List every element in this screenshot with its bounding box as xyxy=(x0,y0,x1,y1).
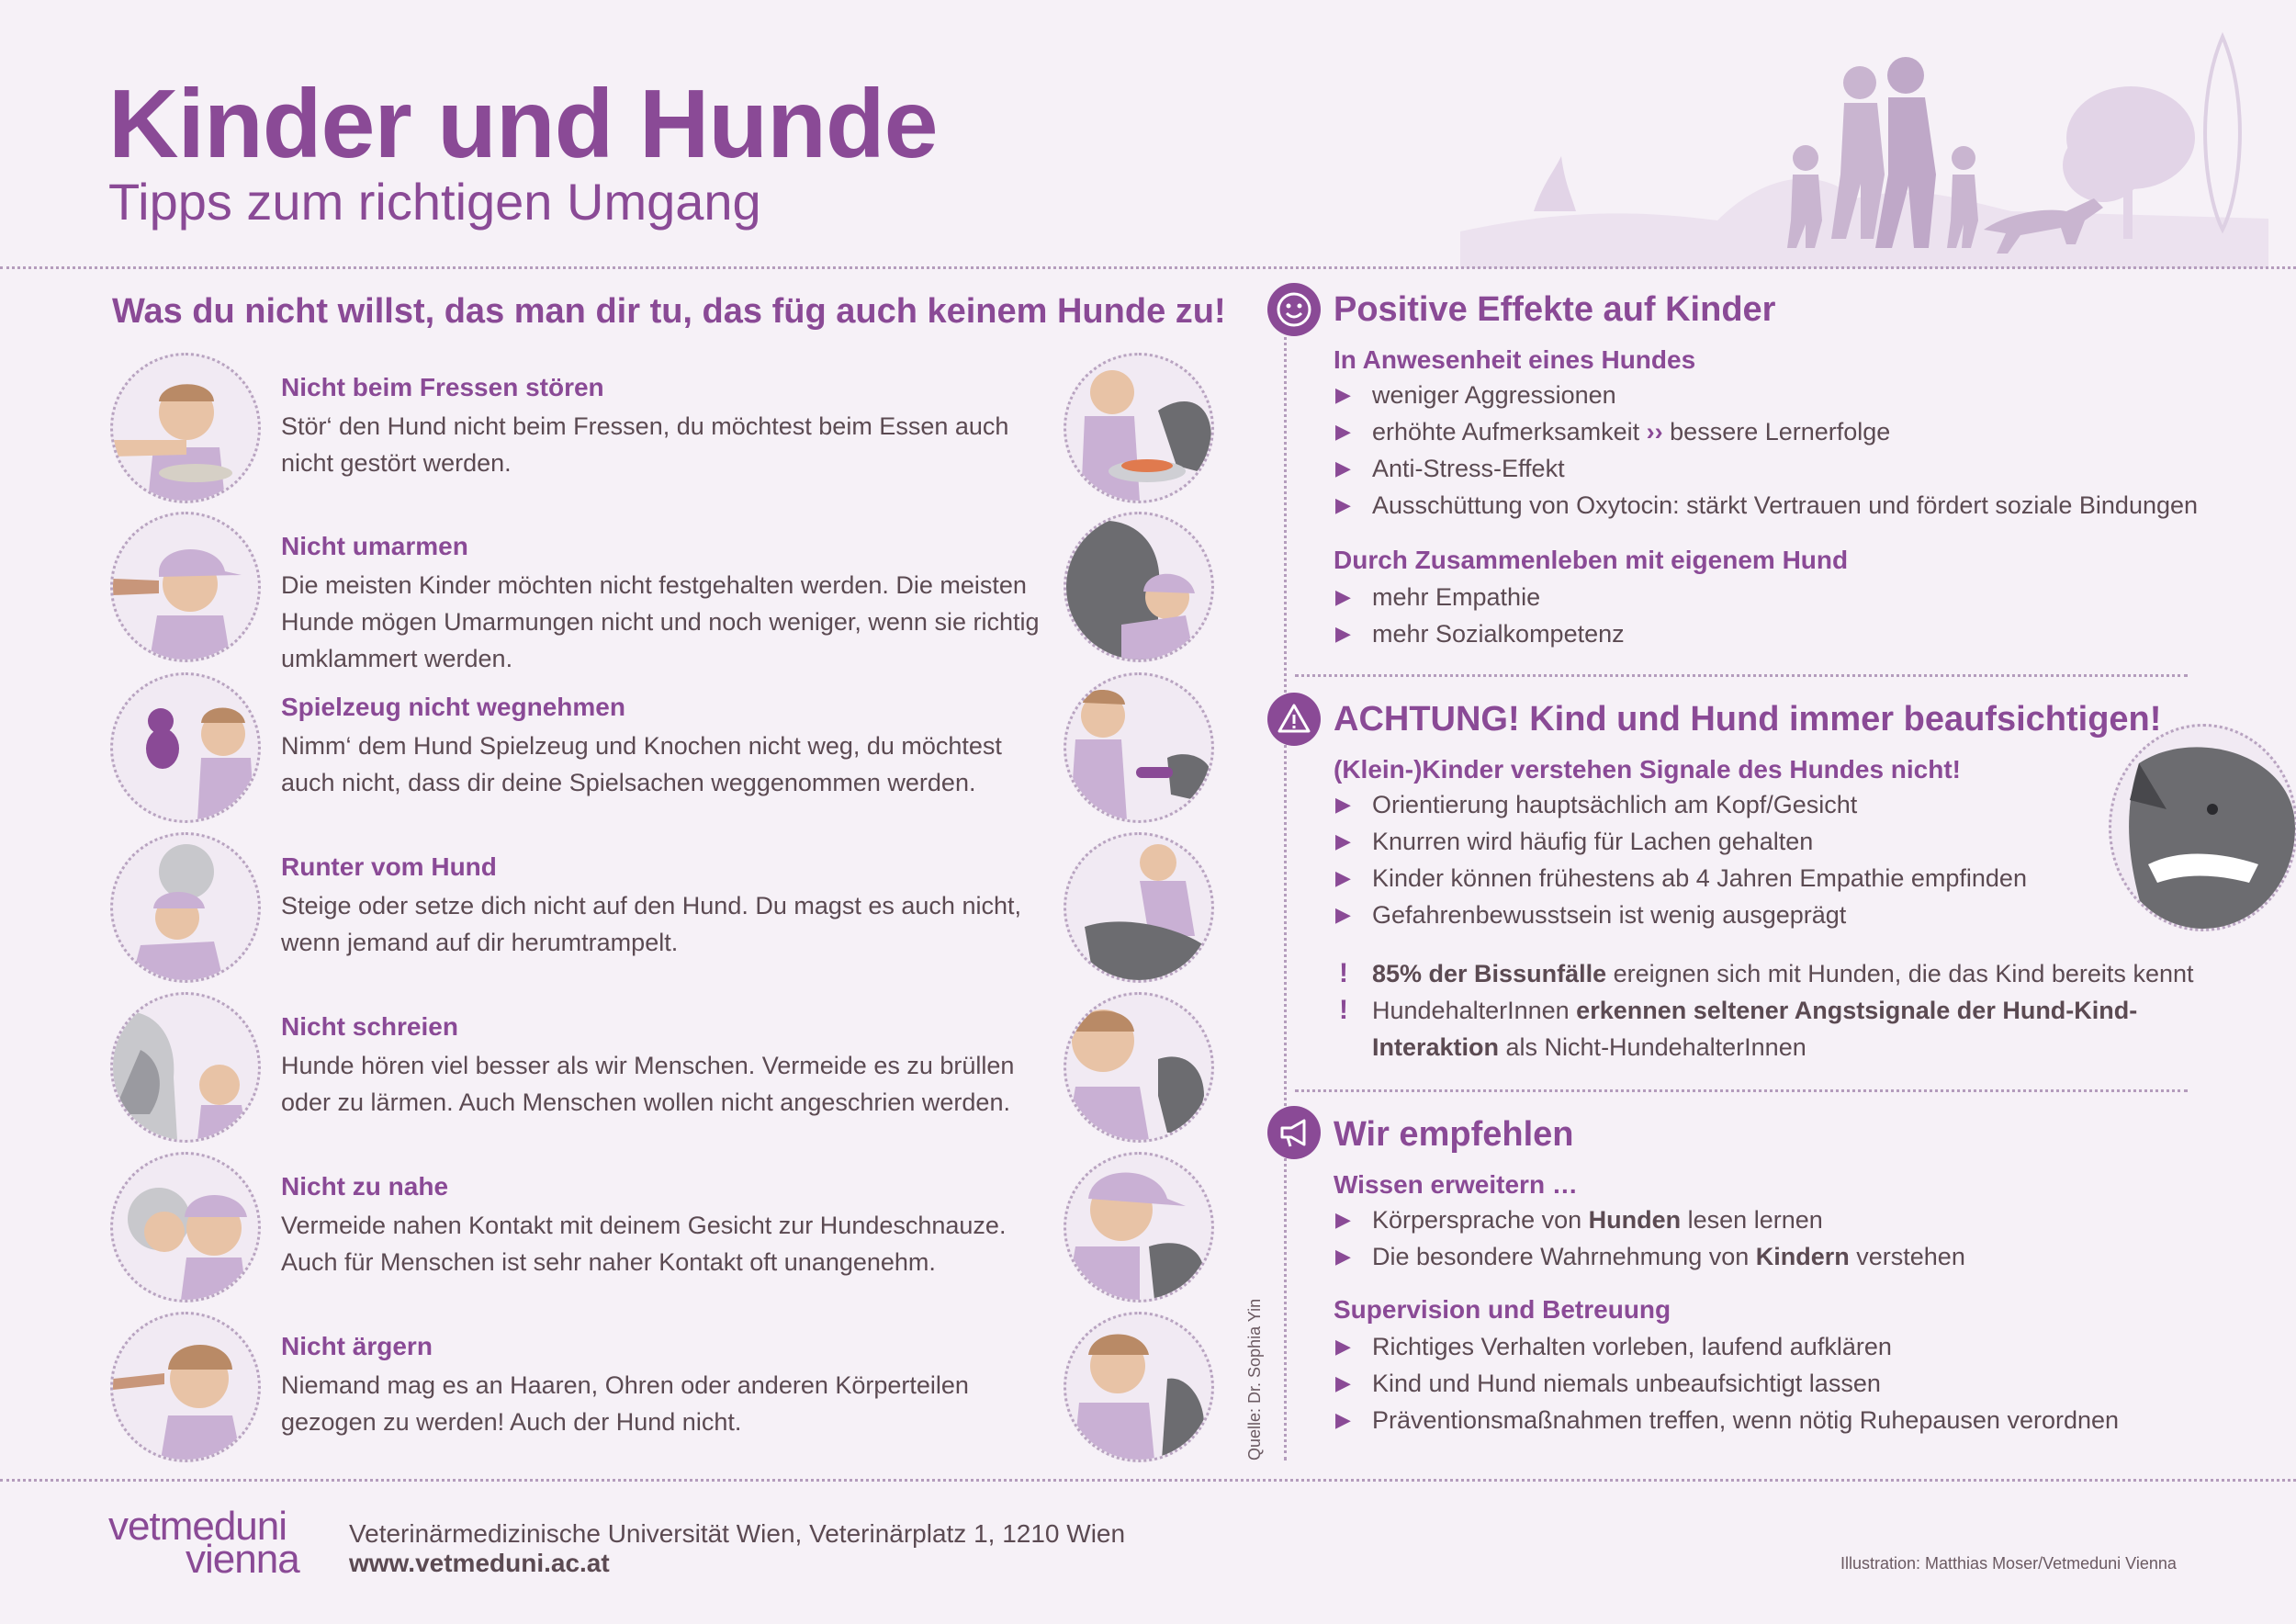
tip-title: Nicht umarmen xyxy=(281,532,468,560)
list-item: ▶ Knurren wird häufig für Lachen gehalten xyxy=(1335,828,1814,855)
tip-text: Nimm‘ dem Hund Spielzeug und Knochen nicht weg, du möchtest auch nicht, dass dir deine Spielsachen weggenommen werden. xyxy=(281,732,1002,796)
positive-sub2: Durch Zusammenleben mit eigenem Hund xyxy=(1334,546,1849,574)
vetmeduni-logo: vetmeduni xyxy=(108,1504,287,1549)
list-item: ▶ Präventionsmaßnahmen treffen, wenn nötig Ruhepausen verordnen xyxy=(1335,1406,2120,1434)
warning-list xyxy=(1334,786,2027,933)
adult-shouting-illustration xyxy=(110,992,261,1143)
child-held-illustration xyxy=(110,512,261,662)
faces-close-illustration xyxy=(110,1152,261,1303)
list-item: ▶ erhöhte Aufmerksamkeit ›› bessere Lernerfolge xyxy=(1335,418,1891,445)
footer-divider xyxy=(0,1479,2296,1482)
warning-facts xyxy=(1334,955,2194,1066)
list-item: ▶ Richtiges Verhalten vorleben, laufend aufklären xyxy=(1335,1333,1892,1360)
warning-sub: (Klein-)Kinder verstehen Signale des Hundes nicht! xyxy=(1334,755,1962,784)
list-item: ▶ Ausschüttung von Oxytocin: stärkt Vertrauen und fördert soziale Bindungen xyxy=(1335,491,2199,519)
smiley-icon xyxy=(1267,283,1321,336)
list-item: ▶ Anti-Stress-Effekt xyxy=(1335,455,1565,482)
tip-nicht-zu-nahe xyxy=(0,1152,1231,1308)
growling-dog-illustration xyxy=(2109,724,2296,931)
list-item: ! HundehalterInnen erkennen seltener Angstsignale der Hund-Kind- xyxy=(1339,995,2138,1025)
list-item: ▶ mehr Empathie xyxy=(1335,583,1541,611)
section-divider xyxy=(1295,1089,2188,1092)
footer-website-link[interactable]: www.vetmeduni.ac.at xyxy=(349,1549,610,1577)
recommend-list-1 xyxy=(1334,1201,1965,1275)
footer-address: Veterinärmedizinische Universität Wien, Veterinärplatz 1, 1210 Wien xyxy=(349,1519,1126,1548)
child-eating-illustration xyxy=(110,353,261,503)
child-pulling-dog-ear-illustration xyxy=(1064,1312,1214,1462)
child-toy-illustration xyxy=(110,672,261,823)
tip-text: Hunde hören viel besser als wir Menschen. Vermeide es zu brüllen oder zu lärmen. Auch Menschen wollen nicht angeschrien werden. xyxy=(281,1052,1015,1116)
child-shouting-at-dog-illustration xyxy=(1064,992,1214,1143)
list-item: ▶ Orientierung hauptsächlich am Kopf/Gesicht xyxy=(1335,791,1858,818)
recommend-list-2 xyxy=(1334,1328,2119,1438)
positive-list-2 xyxy=(1334,579,1625,652)
tip-title: Spielzeug nicht wegnehmen xyxy=(281,693,625,721)
tip-runter-vom-hund xyxy=(0,832,1231,988)
recommend-sub2: Supervision und Betreuung xyxy=(1334,1295,1671,1324)
child-on-dog-illustration xyxy=(1064,832,1214,983)
tip-text: Stör‘ den Hund nicht beim Fressen, du möchtest beim Essen auch nicht gestört werden. xyxy=(281,412,1009,477)
child-close-to-dog-illustration xyxy=(1064,1152,1214,1303)
child-on-adult-illustration xyxy=(110,832,261,983)
list-item: ▶ Gefahrenbewusstsein ist wenig ausgeprägt xyxy=(1335,901,1847,929)
recommend-sub1: Wissen erweitern … xyxy=(1334,1170,1578,1199)
positive-sub1: In Anwesenheit eines Hundes xyxy=(1334,345,1696,374)
tip-nicht-aergern xyxy=(0,1312,1231,1468)
tip-nicht-umarmen xyxy=(0,512,1231,672)
tip-title: Nicht beim Fressen stören xyxy=(281,373,604,401)
family-walking-illustration xyxy=(1460,28,2268,268)
hair-pulling-illustration xyxy=(110,1312,261,1462)
dog-with-toy-illustration xyxy=(1064,672,1214,823)
tip-spielzeug xyxy=(0,672,1231,829)
header-divider xyxy=(0,266,2296,269)
tip-text: Die meisten Kinder möchten nicht festgehalten werden. Die meisten Hunde mögen Umarmungen nicht und noch weniger, wenn sie richtig umklammert werden. xyxy=(281,571,1040,672)
list-item: ▶ Körpersprache von Hunden lesen lernen xyxy=(1335,1206,1823,1234)
tip-text: Vermeide nahen Kontakt mit deinem Gesicht zur Hundeschnauze. Auch für Menschen ist sehr naher Kontakt oft unangenehm. xyxy=(281,1212,1007,1276)
tip-title: Nicht zu nahe xyxy=(281,1172,449,1201)
warning-title: ACHTUNG! Kind und Hund immer beaufsichtigen! xyxy=(1334,700,2162,739)
list-item: ▶ weniger Aggressionen xyxy=(1335,381,1616,409)
tip-title: Nicht schreien xyxy=(281,1012,458,1041)
list-item: ▶ Die besondere Wahrnehmung von Kindern verstehen xyxy=(1335,1243,1965,1270)
positive-effects-title: Positive Effekte auf Kinder xyxy=(1334,290,1776,329)
page-subtitle: Tipps zum richtigen Umgang xyxy=(108,173,761,231)
list-item: ! 85% der Bissunfälle ereignen sich mit Hunden, die das Kind bereits kennt xyxy=(1339,958,2194,988)
list-item: ▶ Kinder können frühestens ab 4 Jahren Empathie empfinden xyxy=(1335,864,2027,892)
megaphone-icon xyxy=(1267,1106,1321,1159)
list-item: ▶ mehr Sozialkompetenz xyxy=(1335,620,1625,648)
illustration-credit: Illustration: Matthias Moser/Vetmeduni Vienna xyxy=(1840,1554,2177,1573)
section-divider xyxy=(1295,674,2188,677)
tip-text: Steige oder setze dich nicht auf den Hund. Du magst es auch nicht, wenn jemand auf dir herumtrampelt. xyxy=(281,892,1021,956)
tip-nicht-schreien xyxy=(0,992,1231,1148)
positive-list-1 xyxy=(1334,377,2198,524)
page-title: Kinder und Hunde xyxy=(108,70,938,178)
tip-title: Nicht ärgern xyxy=(281,1332,433,1360)
dog-eating-illustration xyxy=(1064,353,1214,503)
vetmeduni-logo-line2: vienna xyxy=(186,1537,299,1582)
list-item: Interaktion als Nicht-HundehalterInnen xyxy=(1372,1033,1806,1061)
source-credit: Quelle: Dr. Sophia Yin xyxy=(1245,1298,1264,1460)
recommend-title: Wir empfehlen xyxy=(1334,1115,1574,1154)
list-item: ▶ Kind und Hund niemals unbeaufsichtigt lassen xyxy=(1335,1370,1881,1397)
tip-title: Runter vom Hund xyxy=(281,852,497,881)
tip-text: Niemand mag es an Haaren, Ohren oder anderen Körperteilen gezogen zu werden! Auch der Hund nicht. xyxy=(281,1371,969,1436)
child-hugging-dog-illustration xyxy=(1064,512,1214,662)
motto-heading: Was du nicht willst, das man dir tu, das füg auch keinem Hunde zu! xyxy=(112,292,1226,331)
warning-triangle-icon xyxy=(1267,693,1321,746)
tip-nicht-beim-fressen xyxy=(0,353,1231,509)
column-divider xyxy=(1284,303,1287,1460)
